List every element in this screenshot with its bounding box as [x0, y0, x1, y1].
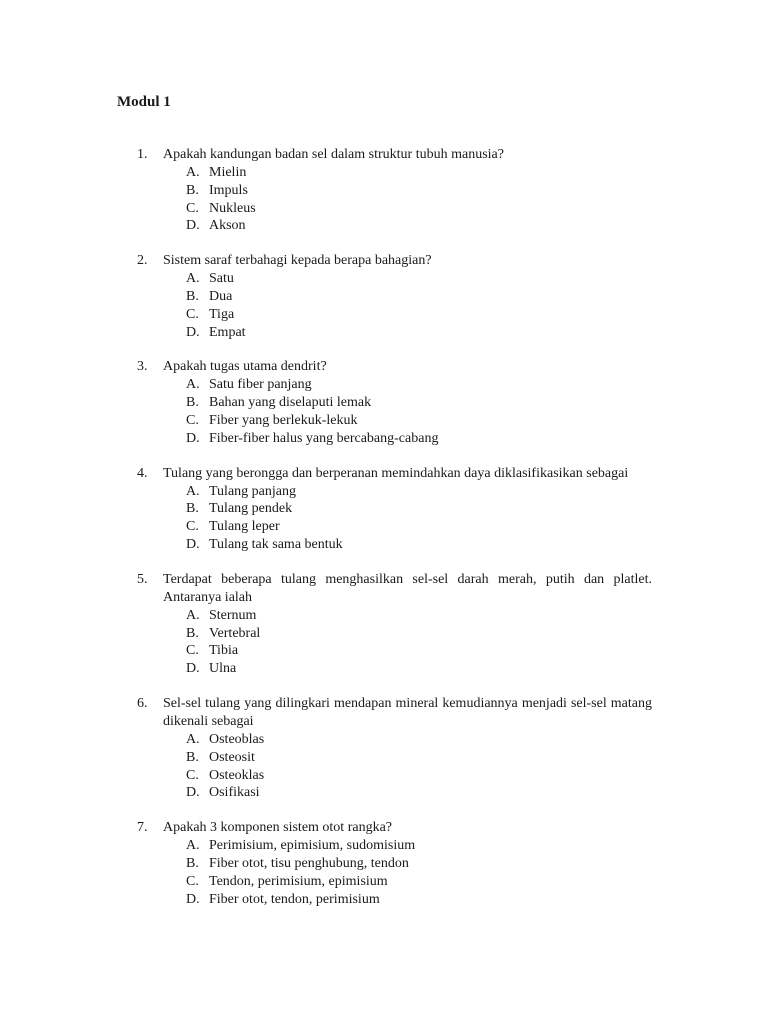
option-item: [0, 731, 768, 749]
option-item: [0, 642, 768, 660]
question-number: 5.: [137, 571, 148, 587]
option-letter: D.: [186, 785, 200, 801]
option-text: Tulang tak sama bentuk: [209, 536, 343, 552]
option-text: Empat: [209, 324, 246, 340]
option-item: [0, 324, 768, 342]
option-letter: C.: [186, 519, 199, 535]
option-letter: A.: [186, 377, 200, 393]
option-letter: A.: [186, 483, 200, 499]
option-item: [0, 660, 768, 678]
option-letter: B.: [186, 182, 199, 198]
option-item: [0, 837, 768, 855]
option-item: [0, 625, 768, 643]
option-letter: C.: [186, 200, 199, 216]
option-text: Osteoblas: [209, 731, 265, 747]
question-text: Sel-sel tulang yang dilingkari mendapan mineral kemudiannya menjadi sel-sel matang dikenali sebagai: [163, 695, 652, 729]
option-letter: C.: [186, 306, 199, 322]
question-number: 2.: [137, 253, 148, 269]
question-item: [0, 571, 768, 678]
option-letter: A.: [186, 731, 200, 747]
option-item: [0, 200, 768, 218]
option-text: Fiber otot, tendon, perimisium: [209, 891, 380, 907]
option-text: Ulna: [209, 661, 237, 677]
option-text: Fiber-fiber halus yang bercabang-cabang: [209, 430, 439, 446]
option-list: [0, 483, 768, 554]
option-item: [0, 855, 768, 873]
question-text: Tulang yang berongga dan berperanan memindahkan daya diklasifikasikan sebagai: [163, 465, 629, 481]
option-item: [0, 536, 768, 554]
option-item: [0, 607, 768, 625]
option-item: [0, 784, 768, 802]
question-item: [0, 252, 768, 341]
option-item: [0, 749, 768, 767]
option-letter: B.: [186, 749, 199, 765]
option-text: Bahan yang diselaputi lemak: [209, 395, 372, 411]
question-number: 1.: [137, 147, 148, 162]
option-item: [0, 270, 768, 288]
option-item: [0, 767, 768, 785]
option-item: [0, 164, 768, 182]
question-text: Apakah kandungan badan sel dalam struktur tubuh manusia?: [163, 147, 504, 162]
question-text: Sistem saraf terbahagi kepada berapa bahagian?: [163, 253, 432, 269]
option-text: Impuls: [209, 182, 248, 198]
option-text: Tulang leper: [209, 519, 280, 535]
option-letter: A.: [186, 838, 200, 854]
option-item: [0, 217, 768, 235]
option-item: [0, 500, 768, 518]
question-number: 7.: [137, 820, 148, 836]
option-item: [0, 430, 768, 448]
option-letter: D.: [186, 218, 200, 234]
option-letter: B.: [186, 288, 199, 304]
option-letter: C.: [186, 412, 199, 428]
option-list: [0, 837, 768, 908]
question-item: [0, 358, 768, 447]
option-item: [0, 182, 768, 200]
option-text: Fiber yang berlekuk-lekuk: [209, 412, 358, 428]
option-text: Satu fiber panjang: [209, 377, 312, 393]
option-text: Tibia: [209, 643, 239, 659]
option-item: [0, 891, 768, 909]
option-text: Mielin: [209, 165, 247, 180]
option-letter: D.: [186, 891, 200, 907]
option-item: [0, 288, 768, 306]
question-text: Apakah tugas utama dendrit?: [163, 359, 327, 375]
option-letter: B.: [186, 395, 199, 411]
option-text: Nukleus: [209, 200, 256, 216]
page-title: Modul 1: [117, 94, 171, 110]
option-item: [0, 394, 768, 412]
option-text: Satu: [209, 271, 234, 287]
option-text: Tiga: [209, 306, 235, 322]
option-list: [0, 607, 768, 678]
option-item: [0, 306, 768, 324]
option-text: Akson: [209, 218, 246, 234]
option-text: Vertebral: [209, 625, 261, 641]
option-text: Fiber otot, tisu penghubung, tendon: [209, 855, 409, 871]
question-number: 4.: [137, 465, 148, 481]
option-item: [0, 376, 768, 394]
question-item: [0, 146, 768, 235]
option-item: [0, 873, 768, 891]
option-list: [0, 164, 768, 235]
option-text: Tulang pendek: [209, 501, 293, 517]
option-letter: D.: [186, 324, 200, 340]
option-item: [0, 412, 768, 430]
option-list: [0, 731, 768, 802]
option-letter: B.: [186, 855, 199, 871]
option-item: [0, 518, 768, 536]
option-text: Osifikasi: [209, 785, 260, 801]
option-letter: C.: [186, 767, 199, 783]
question-item: [0, 695, 768, 802]
option-letter: D.: [186, 430, 200, 446]
option-text: Sternum: [209, 607, 257, 623]
option-text: Tendon, perimisium, epimisium: [209, 873, 388, 889]
option-letter: A.: [186, 165, 200, 180]
option-text: Dua: [209, 288, 233, 304]
option-text: Tulang panjang: [209, 483, 296, 499]
option-letter: A.: [186, 271, 200, 287]
question-number: 6.: [137, 695, 148, 711]
question-number: 3.: [137, 359, 148, 375]
option-letter: D.: [186, 536, 200, 552]
option-letter: C.: [186, 643, 199, 659]
question-list: [0, 146, 768, 925]
option-text: Perimisium, epimisium, sudomisium: [209, 838, 416, 854]
option-text: Osteoklas: [209, 767, 265, 783]
option-list: [0, 270, 768, 341]
option-letter: D.: [186, 661, 200, 677]
option-letter: B.: [186, 625, 199, 641]
option-item: [0, 483, 768, 501]
option-letter: C.: [186, 873, 199, 889]
option-letter: B.: [186, 501, 199, 517]
question-text: Apakah 3 komponen sistem otot rangka?: [163, 820, 393, 836]
question-text: Terdapat beberapa tulang menghasilkan sel-sel darah merah, putih dan platlet. Antaranya ialah: [163, 571, 652, 605]
option-list: [0, 376, 768, 447]
option-letter: A.: [186, 607, 200, 623]
option-text: Osteosit: [209, 749, 255, 765]
question-item: [0, 465, 768, 554]
question-item: [0, 819, 768, 908]
